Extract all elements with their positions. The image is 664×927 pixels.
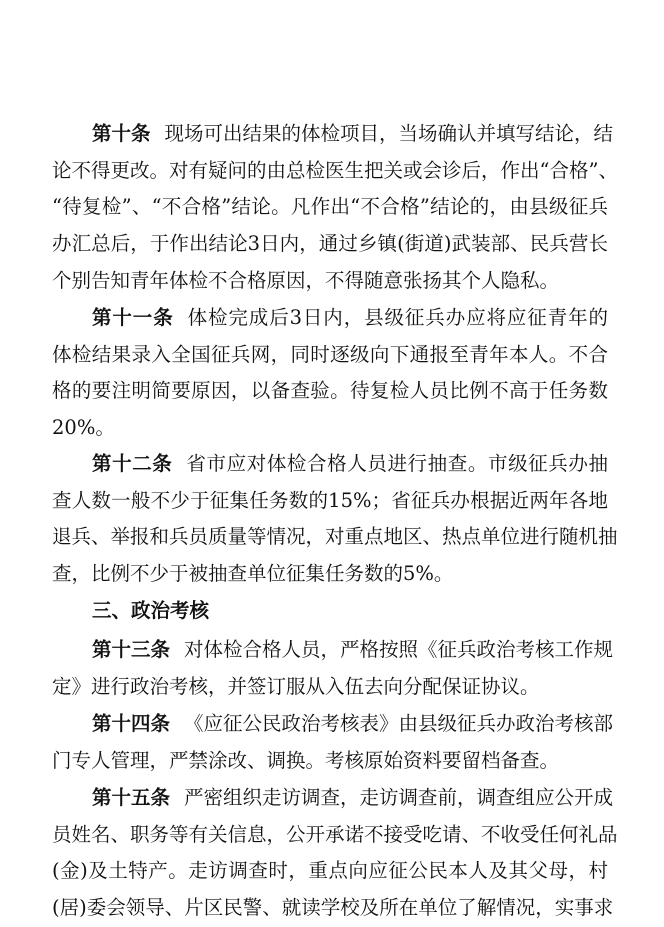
- paragraph-line: 门专人管理，严禁涂改、调换。考核原始资料要留档备查。: [52, 748, 560, 772]
- paragraph-line: 省市应对体检合格人员进行抽查。市级征兵办抽: [186, 452, 608, 475]
- paragraph-line: 现场可出结果的体检项目，当场确认并填写结论，结: [164, 122, 614, 145]
- paragraph-line: (居)委会领导、片区民警、就读学校及所在单位了解情况，实事求: [52, 896, 614, 920]
- article-13-body: [52, 669, 608, 706]
- article-14-first-line: [92, 706, 614, 743]
- article-12-first-line: [92, 446, 608, 483]
- paragraph-line: 查人数一般不少于征集任务数的15%；省征兵办根据近两年各地: [52, 488, 608, 512]
- article-15-body: [52, 817, 618, 927]
- paragraph-line: 严密组织走访调查，走访调查前，调查组应公开成: [184, 786, 614, 809]
- paragraph-line: 《应征公民政治考核表》由县级征兵办政治考核部: [184, 712, 614, 735]
- paragraph-line: 员姓名、职务等有关信息，公开承诺不接受吃请、不收受任何礼品: [52, 822, 618, 846]
- paragraph-line: 体检完成后3日内，县级征兵办应将应征青年的: [187, 306, 608, 329]
- article-11-first-line: [92, 300, 608, 337]
- article-10-first-line: [92, 116, 614, 153]
- article-label: 第十二条: [92, 452, 173, 475]
- paragraph-line: 退兵、举报和兵员质量等情况，对重点地区、热点单位进行随机抽: [52, 525, 618, 549]
- article-10-body: [52, 153, 618, 300]
- paragraph-line: 查，比例不少于被抽查单位征集任务数的5%。: [52, 562, 454, 586]
- paragraph-line: 定》进行政治考核，并签订服从入伍去向分配保证协议。: [52, 674, 540, 698]
- paragraph-line: 论不得更改。对有疑问的由总检医生把关或会诊后，作出“合格”、: [52, 158, 618, 182]
- paragraph-line: 个别告知青年体检不合格原因，不得随意张扬其个人隐私。: [52, 268, 560, 292]
- paragraph-line: 20%。: [52, 416, 115, 440]
- section-heading: 三、政治考核: [92, 599, 210, 622]
- article-12-body: [52, 483, 618, 593]
- article-11-body: [52, 337, 608, 447]
- article-label: 第十五条: [92, 786, 171, 809]
- paragraph-line: 体检结果录入全国征兵网，同时逐级向下通报至青年本人。不合: [52, 342, 608, 366]
- article-label: 第十一条: [92, 306, 174, 329]
- article-label: 第十三条: [92, 638, 171, 661]
- article-15-first-line: [92, 780, 614, 817]
- article-13-first-line: [92, 632, 614, 669]
- article-14-body: [52, 743, 608, 780]
- paragraph-line: 对体检合格人员，严格按照《征兵政治考核工作规: [184, 638, 614, 661]
- article-label: 第十条: [92, 122, 151, 145]
- paragraph-line: 格的要注明简要原因，以备查验。待复检人员比例不高于任务数: [52, 379, 608, 403]
- paragraph-line: “待复检”、“不合格”结论。凡作出“不合格”结论的，由县级征兵: [52, 195, 608, 219]
- paragraph-line: (金)及土特产。走访调查时，重点向应征公民本人及其父母，村: [52, 859, 608, 883]
- article-label: 第十四条: [92, 712, 171, 735]
- paragraph-line: 办汇总后，于作出结论3日内，通过乡镇(街道)武装部、民兵营长: [52, 232, 608, 256]
